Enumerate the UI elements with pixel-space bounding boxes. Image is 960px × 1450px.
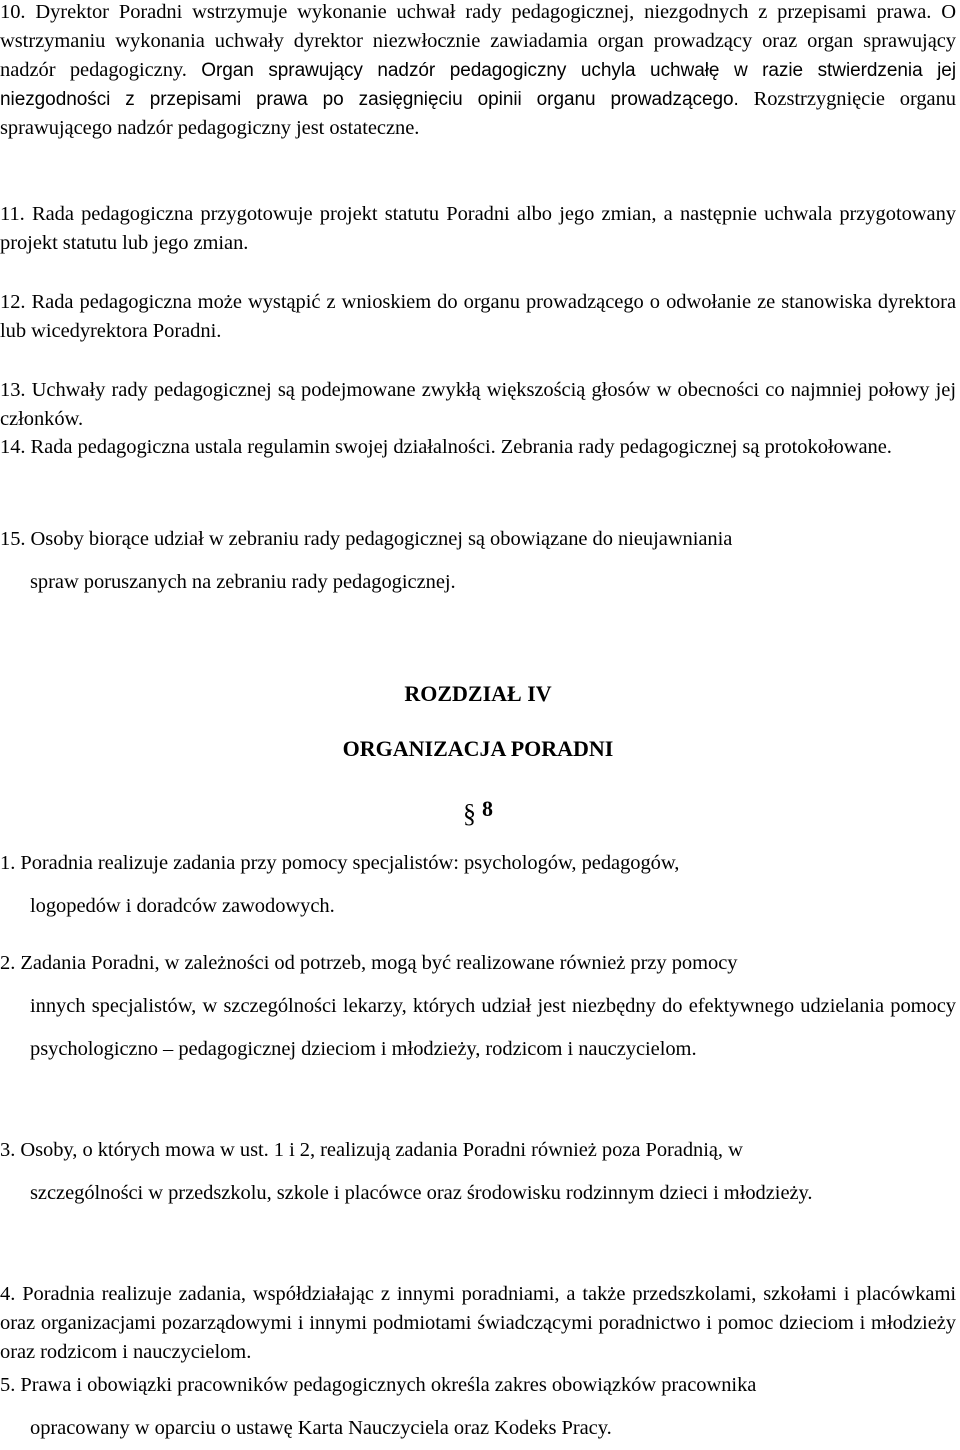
paragraph-10-lead: 10. Dyrektor Poradni wstrzymuje wykonanie uchwał rady pedagogicznej, niezgodnych z przepisami prawa. O wstrzymaniu wykonania uchwały dyrektor niezwłocznie zawiadamia organ prowadzący oraz organ sprawujący nadzór pedagogiczny. [0,1,956,81]
paragraph-10 [0,0,956,143]
item-1-rest: logopedów i doradców zawodowych. [30,895,335,917]
section-8-item-3 [0,1129,956,1215]
paragraph-11: 11. Rada pedagogiczna przygotowuje projekt statutu Poradni albo jego zmian, a następnie uchwala przygotowany projekt statutu lub jego zmian. [0,203,956,254]
item-2-first: 2. Zadania Poradni, w zależności od potrzeb, mogą być realizowane również przy pomocy [0,952,738,974]
paragraph-10-tail: Rozstrzygnięcie organu sprawującego nadzór pedagogiczny jest ostateczne. [0,88,957,139]
paragraph-15-rest: spraw poruszanych na zebraniu rady pedagogicznej. [30,571,456,593]
paragraph-12: 12. Rada pedagogiczna może wystąpić z wnioskiem do organu prowadzącego o odwołanie ze stanowiska dyrektora lub wicedyrektora Poradni. [0,291,956,342]
item-5-first: 5. Prawa i obowiązki pracowników pedagogicznych określa zakres obowiązków pracownika [0,1374,757,1396]
paragraph-13: 13. Uchwały rady pedagogicznej są podejmowane zwykłą większością głosów w obecności co najmniej połowy jej członków. [0,379,956,430]
item-3-first: 3. Osoby, o których mowa w ust. 1 i 2, realizują zadania Poradni również poza Poradnią, w [0,1139,743,1161]
paragraph-15 [0,518,956,604]
section-8-item-4: 4. Poradnia realizuje zadania, współdziałając z innymi poradniami, a także przedszkolami, szkołami i placówkami oraz organizacjami pozarządowymi i innymi podmiotami świadczącymi poradnictwo i pomoc dzieciom i młodzieży oraz rodzicom i nauczycielom. [0,1283,956,1363]
chapter-title: ORGANIZACJA PORADNI [342,736,614,761]
section-8-item-2 [0,942,956,1071]
item-5-rest: opracowany w oparciu o ustawę Karta Nauczyciela oraz Kodeks Pracy. [30,1417,612,1439]
item-1-first: 1. Poradnia realizuje zadania przy pomocy specjalistów: psychologów, pedagogów, [0,852,680,874]
section-8-item-5 [0,1364,956,1450]
section-symbol: § [463,799,476,828]
chapter-heading: ROZDZIAŁ IV [404,681,552,706]
section-number: 8 [482,796,493,821]
paragraph-15-first: 15. Osoby biorące udział w zebraniu rady pedagogicznej są obowiązane do nieujawniania [0,528,733,550]
section-mark [463,793,493,828]
item-2-rest: innych specjalistów, w szczególności lekarzy, których udział jest niezbędny do efektywnego udzielania pomocy psychologiczno – pedagogicznej dzieciom i młodzieży, rodzicom i nauczycielom. [30,995,956,1060]
paragraph-10-sans: Organ sprawujący nadzór pedagogiczny uchyla uchwałę w razie stwierdzenia jej niezgodności z przepisami prawa po zasięgnięciu opinii organu prowadzącego. [0,60,956,110]
item-3-rest: szczególności w przedszkolu, szkole i placówce oraz środowisku rodzinnym dzieci i młodzieży. [30,1182,813,1204]
section-8-item-1 [0,842,956,928]
paragraph-14: 14. Rada pedagogiczna ustala regulamin swojej działalności. Zebrania rady pedagogicznej są protokołowane. [0,436,892,458]
